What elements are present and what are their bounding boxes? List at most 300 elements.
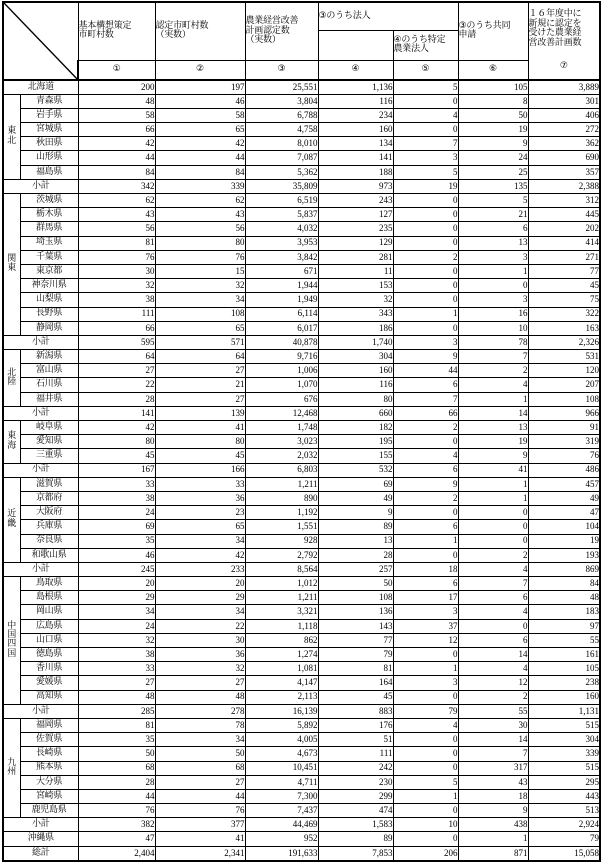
cell-col5: 0 (393, 747, 458, 761)
subtotal-cell-col6: 41 (458, 463, 528, 477)
cell-col4: 49 (318, 491, 393, 505)
cell-col1: 69 (78, 520, 155, 534)
table-row (3, 662, 600, 676)
region-label-char: 国 (7, 629, 17, 640)
prefecture-name: 佐賀県 (20, 733, 78, 747)
prefecture-name: 岐阜県 (20, 421, 78, 435)
cell-col2: 43 (155, 208, 245, 222)
region-label-char: 東 (7, 431, 17, 442)
prefecture-name: 埼玉県 (20, 236, 78, 250)
subtotal-row (3, 562, 600, 576)
cell-col5: 0 (393, 264, 458, 278)
cell-col1: 33 (78, 662, 155, 676)
cell-col3: 1,070 (245, 378, 318, 392)
table-row (3, 534, 600, 548)
prefecture-name: 奈良県 (20, 534, 78, 548)
table-row (3, 718, 600, 732)
cell-col4: 116 (318, 378, 393, 392)
subtotal-cell-col7: 966 (528, 406, 600, 420)
cell-col2: 29 (155, 591, 245, 605)
prefecture-name: 山梨県 (20, 293, 78, 307)
cell-col6: 18 (458, 789, 528, 803)
cell-col4: 134 (318, 137, 393, 151)
cell-col6: 9 (458, 137, 528, 151)
table-row (3, 108, 600, 122)
cell-col4: 81 (318, 662, 393, 676)
cell-col3: 5,892 (245, 718, 318, 732)
grand-total-cell-col4: 7,853 (318, 846, 393, 861)
subtotal-cell-col2: 233 (155, 562, 245, 576)
cell-col6: 4 (458, 378, 528, 392)
cell-col2: 36 (155, 491, 245, 505)
subtotal-cell-col7: 869 (528, 562, 600, 576)
cell-col7: 362 (528, 137, 600, 151)
cell-col4: 77 (318, 633, 393, 647)
column-header-line: ③のうち共同 (458, 20, 511, 31)
prefecture-name: 北海道 (3, 80, 78, 94)
table-row (3, 151, 600, 165)
cell-col5: 1 (393, 534, 458, 548)
table-row (3, 605, 600, 619)
cell-col3: 6,017 (245, 321, 318, 335)
subtotal-label: 小計 (3, 818, 78, 832)
cell-col1: 84 (78, 165, 155, 179)
cell-col6: 1 (458, 477, 528, 491)
cell-col6: 13 (458, 236, 528, 250)
cell-col3: 7,300 (245, 789, 318, 803)
region-label-3 (3, 350, 20, 407)
region-label-char: 陸 (7, 376, 17, 387)
cell-col2: 68 (155, 761, 245, 775)
cell-col6: 14 (458, 733, 528, 747)
subtotal-cell-col5: 10 (393, 818, 458, 832)
table-row (3, 250, 600, 264)
cell-col3: 6,788 (245, 108, 318, 122)
cell-col3: 1,551 (245, 520, 318, 534)
cell-col5: 9 (393, 477, 458, 491)
cell-col4: 129 (318, 236, 393, 250)
cell-col5: 0 (393, 194, 458, 208)
cell-col3: 3,842 (245, 250, 318, 264)
cell-col5: 1 (393, 789, 458, 803)
cell-col6: 0 (458, 619, 528, 633)
cell-col2: 46 (155, 94, 245, 108)
cell-col7: 193 (528, 548, 600, 562)
table-row (3, 761, 600, 775)
prefecture-name: 福島県 (20, 165, 78, 179)
cell-col3: 2,032 (245, 449, 318, 463)
table-row (3, 321, 600, 335)
cell-col2: 44 (155, 151, 245, 165)
subtotal-cell-col1: 285 (78, 704, 155, 718)
table-row (3, 279, 600, 293)
subtotal-row (3, 406, 600, 420)
cell-col4: 160 (318, 123, 393, 137)
cell-col7: 272 (528, 123, 600, 137)
cell-col7: 75 (528, 293, 600, 307)
cell-col6: 6 (458, 591, 528, 605)
cell-col2: 27 (155, 775, 245, 789)
cell-col4: 143 (318, 619, 393, 633)
cell-col1: 30 (78, 264, 155, 278)
cell-col1: 46 (78, 548, 155, 562)
cell-col6: 4 (458, 605, 528, 619)
cell-col1: 48 (78, 690, 155, 704)
table-row (3, 648, 600, 662)
column-mark-col5: ⑤ (393, 60, 458, 80)
prefecture-name: 兵庫県 (20, 520, 78, 534)
table-row (3, 775, 600, 789)
cell-col5: 0 (393, 94, 458, 108)
prefecture-name: 長崎県 (20, 747, 78, 761)
cell-col4: 89 (318, 832, 393, 846)
grand-total-label: 総計 (3, 846, 78, 861)
cell-col4: 230 (318, 775, 393, 789)
column-mark-col6: ⑥ (458, 60, 528, 80)
subtotal-cell-col3: 44,469 (245, 818, 318, 832)
cell-col3: 1,944 (245, 279, 318, 293)
subtotal-label: 小計 (3, 406, 78, 420)
cell-col4: 11 (318, 264, 393, 278)
cell-col3: 6,519 (245, 194, 318, 208)
cell-col5: 0 (393, 832, 458, 846)
cell-col2: 48 (155, 690, 245, 704)
prefecture-name: 千葉県 (20, 250, 78, 264)
prefecture-name: 岩手県 (20, 108, 78, 122)
cell-col6: 16 (458, 307, 528, 321)
cell-col2: 78 (155, 718, 245, 732)
cell-col7: 3,889 (528, 80, 600, 94)
prefecture-name: 徳島県 (20, 648, 78, 662)
cell-col3: 1,274 (245, 648, 318, 662)
cell-col5: 0 (393, 293, 458, 307)
column-header-line: 認定市町村数 (155, 20, 209, 31)
cell-col1: 56 (78, 222, 155, 236)
cell-col1: 44 (78, 789, 155, 803)
cell-col1: 62 (78, 194, 155, 208)
subtotal-cell-col4: 660 (318, 406, 393, 420)
cell-col1: 34 (78, 605, 155, 619)
cell-col2: 45 (155, 449, 245, 463)
subtotal-cell-col5: 79 (393, 704, 458, 718)
prefecture-name: 静岡県 (20, 321, 78, 335)
cell-col2: 22 (155, 619, 245, 633)
cell-col5: 2 (393, 250, 458, 264)
table-row (3, 548, 600, 562)
subtotal-cell-col4: 883 (318, 704, 393, 718)
table-row (3, 676, 600, 690)
cell-col4: 299 (318, 789, 393, 803)
cell-col1: 29 (78, 591, 155, 605)
cell-col7: 163 (528, 321, 600, 335)
cell-col2: 108 (155, 307, 245, 321)
cell-col4: 127 (318, 208, 393, 222)
column-header-col1 (78, 2, 155, 60)
cell-col6: 43 (458, 775, 528, 789)
cell-col6: 2 (458, 690, 528, 704)
grand-total-cell-col2: 2,341 (155, 846, 245, 861)
cell-col5: 3 (393, 605, 458, 619)
cell-col1: 38 (78, 648, 155, 662)
cell-col1: 32 (78, 633, 155, 647)
cell-col2: 197 (155, 80, 245, 94)
subtotal-cell-col5: 6 (393, 463, 458, 477)
cell-col7: 91 (528, 421, 600, 435)
cell-col6: 4 (458, 662, 528, 676)
column-header-line: 基本構想策定 (78, 20, 132, 31)
cell-col1: 44 (78, 151, 155, 165)
cell-col7: 108 (528, 392, 600, 406)
table-row (3, 392, 600, 406)
grand-total-cell-col1: 2,404 (78, 846, 155, 861)
cell-col2: 34 (155, 733, 245, 747)
cell-col4: 164 (318, 676, 393, 690)
cell-col7: 531 (528, 350, 600, 364)
table-row (3, 80, 600, 94)
column-header-line: 農業法人 (393, 44, 429, 54)
cell-col7: 77 (528, 264, 600, 278)
cell-col5: 6 (393, 378, 458, 392)
cell-col1: 24 (78, 619, 155, 633)
prefecture-name: 愛媛県 (20, 676, 78, 690)
column-mark-col2: ② (155, 60, 245, 80)
cell-col1: 45 (78, 449, 155, 463)
cell-col4: 242 (318, 761, 393, 775)
cell-col5: 1 (393, 662, 458, 676)
prefecture-name: 香川県 (20, 662, 78, 676)
table-header-row-marks (3, 60, 600, 80)
table-row (3, 307, 600, 321)
cell-col5: 7 (393, 137, 458, 151)
cell-col6: 1 (458, 832, 528, 846)
column-header-line: 計画認定数 (245, 25, 290, 36)
cell-col7: 443 (528, 789, 600, 803)
cell-col5: 5 (393, 775, 458, 789)
cell-col7: 238 (528, 676, 600, 690)
cell-col4: 136 (318, 605, 393, 619)
column-header-col5 (393, 30, 458, 60)
region-label-5 (3, 477, 20, 562)
cell-col5: 5 (393, 80, 458, 94)
cell-col5: 37 (393, 619, 458, 633)
cell-col2: 56 (155, 222, 245, 236)
table-row (3, 491, 600, 505)
cell-col5: 0 (393, 690, 458, 704)
cell-col3: 5,362 (245, 165, 318, 179)
subtotal-row (3, 179, 600, 193)
prefecture-name: 新潟県 (20, 350, 78, 364)
subtotal-label: 小計 (3, 179, 78, 193)
subtotal-cell-col7: 2,924 (528, 818, 600, 832)
prefecture-name: 沖縄県 (3, 832, 78, 846)
table-row (3, 577, 600, 591)
cell-col1: 35 (78, 733, 155, 747)
cell-col5: 0 (393, 279, 458, 293)
subtotal-cell-col5: 66 (393, 406, 458, 420)
region-label-4 (3, 421, 20, 464)
cell-col7: 45 (528, 279, 600, 293)
cell-col3: 1,211 (245, 477, 318, 491)
column-mark-col1: ① (78, 60, 155, 80)
subtotal-label: 小計 (3, 335, 78, 349)
subtotal-row (3, 335, 600, 349)
cell-col7: 84 (528, 577, 600, 591)
cell-col4: 89 (318, 520, 393, 534)
cell-col3: 5,837 (245, 208, 318, 222)
cell-col1: 27 (78, 364, 155, 378)
cell-col6: 3 (458, 250, 528, 264)
cell-col7: 357 (528, 165, 600, 179)
table-row (3, 264, 600, 278)
subtotal-cell-col1: 342 (78, 179, 155, 193)
cell-col4: 51 (318, 733, 393, 747)
region-label-char: 九 (7, 757, 17, 768)
cell-col4: 9 (318, 506, 393, 520)
cell-col7: 161 (528, 648, 600, 662)
prefecture-name: 山形県 (20, 151, 78, 165)
cell-col4: 13 (318, 534, 393, 548)
column-mark-col7: ⑦ (559, 61, 568, 72)
table-row (3, 165, 600, 179)
cell-col6: 30 (458, 718, 528, 732)
cell-col2: 34 (155, 534, 245, 548)
table-row (3, 591, 600, 605)
prefecture-name: 鳥取県 (20, 577, 78, 591)
column-header-col4-spacer (318, 30, 393, 60)
subtotal-cell-col1: 245 (78, 562, 155, 576)
cell-col6: 21 (458, 208, 528, 222)
cell-col4: 80 (318, 392, 393, 406)
cell-col1: 33 (78, 477, 155, 491)
cell-col7: 319 (528, 435, 600, 449)
cell-col1: 38 (78, 491, 155, 505)
region-label-char: 北 (7, 135, 17, 146)
column-header-col7 (528, 2, 600, 80)
cell-col5: 0 (393, 321, 458, 335)
column-mark-col3: ③ (245, 60, 318, 80)
cell-col6: 1 (458, 264, 528, 278)
cell-col1: 43 (78, 208, 155, 222)
cell-col3: 9,716 (245, 350, 318, 364)
cell-col3: 676 (245, 392, 318, 406)
subtotal-cell-col6: 14 (458, 406, 528, 420)
region-label-char: 東 (7, 263, 17, 274)
cell-col6: 1 (458, 392, 528, 406)
cell-col1: 200 (78, 80, 155, 94)
cell-col3: 4,032 (245, 222, 318, 236)
cell-col2: 32 (155, 279, 245, 293)
subtotal-cell-col3: 12,468 (245, 406, 318, 420)
region-label-char: 畿 (7, 518, 17, 529)
subtotal-label: 小計 (3, 562, 78, 576)
cell-col6: 25 (458, 165, 528, 179)
cell-col3: 6,114 (245, 307, 318, 321)
table-row (3, 194, 600, 208)
cell-col7: 271 (528, 250, 600, 264)
subtotal-cell-col4: 257 (318, 562, 393, 576)
cell-col2: 20 (155, 577, 245, 591)
cell-col6: 19 (458, 435, 528, 449)
cell-col4: 243 (318, 194, 393, 208)
subtotal-cell-col5: 3 (393, 335, 458, 349)
table-row (3, 804, 600, 818)
subtotal-cell-col7: 2,326 (528, 335, 600, 349)
cell-col2: 80 (155, 435, 245, 449)
cell-col2: 33 (155, 477, 245, 491)
cell-col4: 108 (318, 591, 393, 605)
cell-col2: 42 (155, 548, 245, 562)
cell-col5: 3 (393, 151, 458, 165)
column-mark-col4: ④ (318, 60, 393, 80)
subtotal-cell-col6: 55 (458, 704, 528, 718)
cell-col4: 343 (318, 307, 393, 321)
cell-col6: 9 (458, 449, 528, 463)
cell-col4: 234 (318, 108, 393, 122)
cell-col5: 4 (393, 718, 458, 732)
cell-col3: 1,012 (245, 577, 318, 591)
cell-col3: 1,949 (245, 293, 318, 307)
table-row (3, 236, 600, 250)
cell-col7: 339 (528, 747, 600, 761)
grand-total-cell-col5: 206 (393, 846, 458, 861)
cell-col3: 3,953 (245, 236, 318, 250)
cell-col3: 25,551 (245, 80, 318, 94)
cell-col2: 42 (155, 137, 245, 151)
cell-col5: 0 (393, 506, 458, 520)
table-row (3, 633, 600, 647)
region-label-6 (3, 577, 20, 705)
cell-col2: 76 (155, 804, 245, 818)
cell-col3: 2,113 (245, 690, 318, 704)
table-row (3, 733, 600, 747)
cell-col5: 2 (393, 491, 458, 505)
table-row (3, 378, 600, 392)
cell-col6: 1 (458, 491, 528, 505)
cell-col3: 1,118 (245, 619, 318, 633)
cell-col1: 28 (78, 775, 155, 789)
table-row (3, 222, 600, 236)
subtotal-cell-col5: 19 (393, 179, 458, 193)
prefecture-name: 福井県 (20, 392, 78, 406)
cell-col3: 4,711 (245, 775, 318, 789)
cell-col5: 4 (393, 108, 458, 122)
cell-col1: 27 (78, 676, 155, 690)
cell-col6: 19 (458, 123, 528, 137)
cell-col7: 295 (528, 775, 600, 789)
cell-col4: 28 (318, 548, 393, 562)
prefecture-name: 愛知県 (20, 435, 78, 449)
table-row (3, 477, 600, 491)
cell-col3: 1,081 (245, 662, 318, 676)
cell-col4: 176 (318, 718, 393, 732)
table-row (3, 506, 600, 520)
prefecture-name: 熊本県 (20, 761, 78, 775)
region-label-1 (3, 94, 20, 179)
subtotal-cell-col6: 4 (458, 562, 528, 576)
column-header-line: ③のうち法人 (318, 10, 371, 21)
cell-col3: 928 (245, 534, 318, 548)
cell-col5: 4 (393, 449, 458, 463)
cell-col2: 30 (155, 633, 245, 647)
cell-col6: 7 (458, 350, 528, 364)
region-label-char: 中 (7, 620, 17, 631)
cell-col7: 47 (528, 506, 600, 520)
cell-col3: 3,321 (245, 605, 318, 619)
cell-col2: 50 (155, 747, 245, 761)
cell-col3: 1,211 (245, 591, 318, 605)
cell-col5: 12 (393, 633, 458, 647)
subtotal-cell-col7: 1,131 (528, 704, 600, 718)
